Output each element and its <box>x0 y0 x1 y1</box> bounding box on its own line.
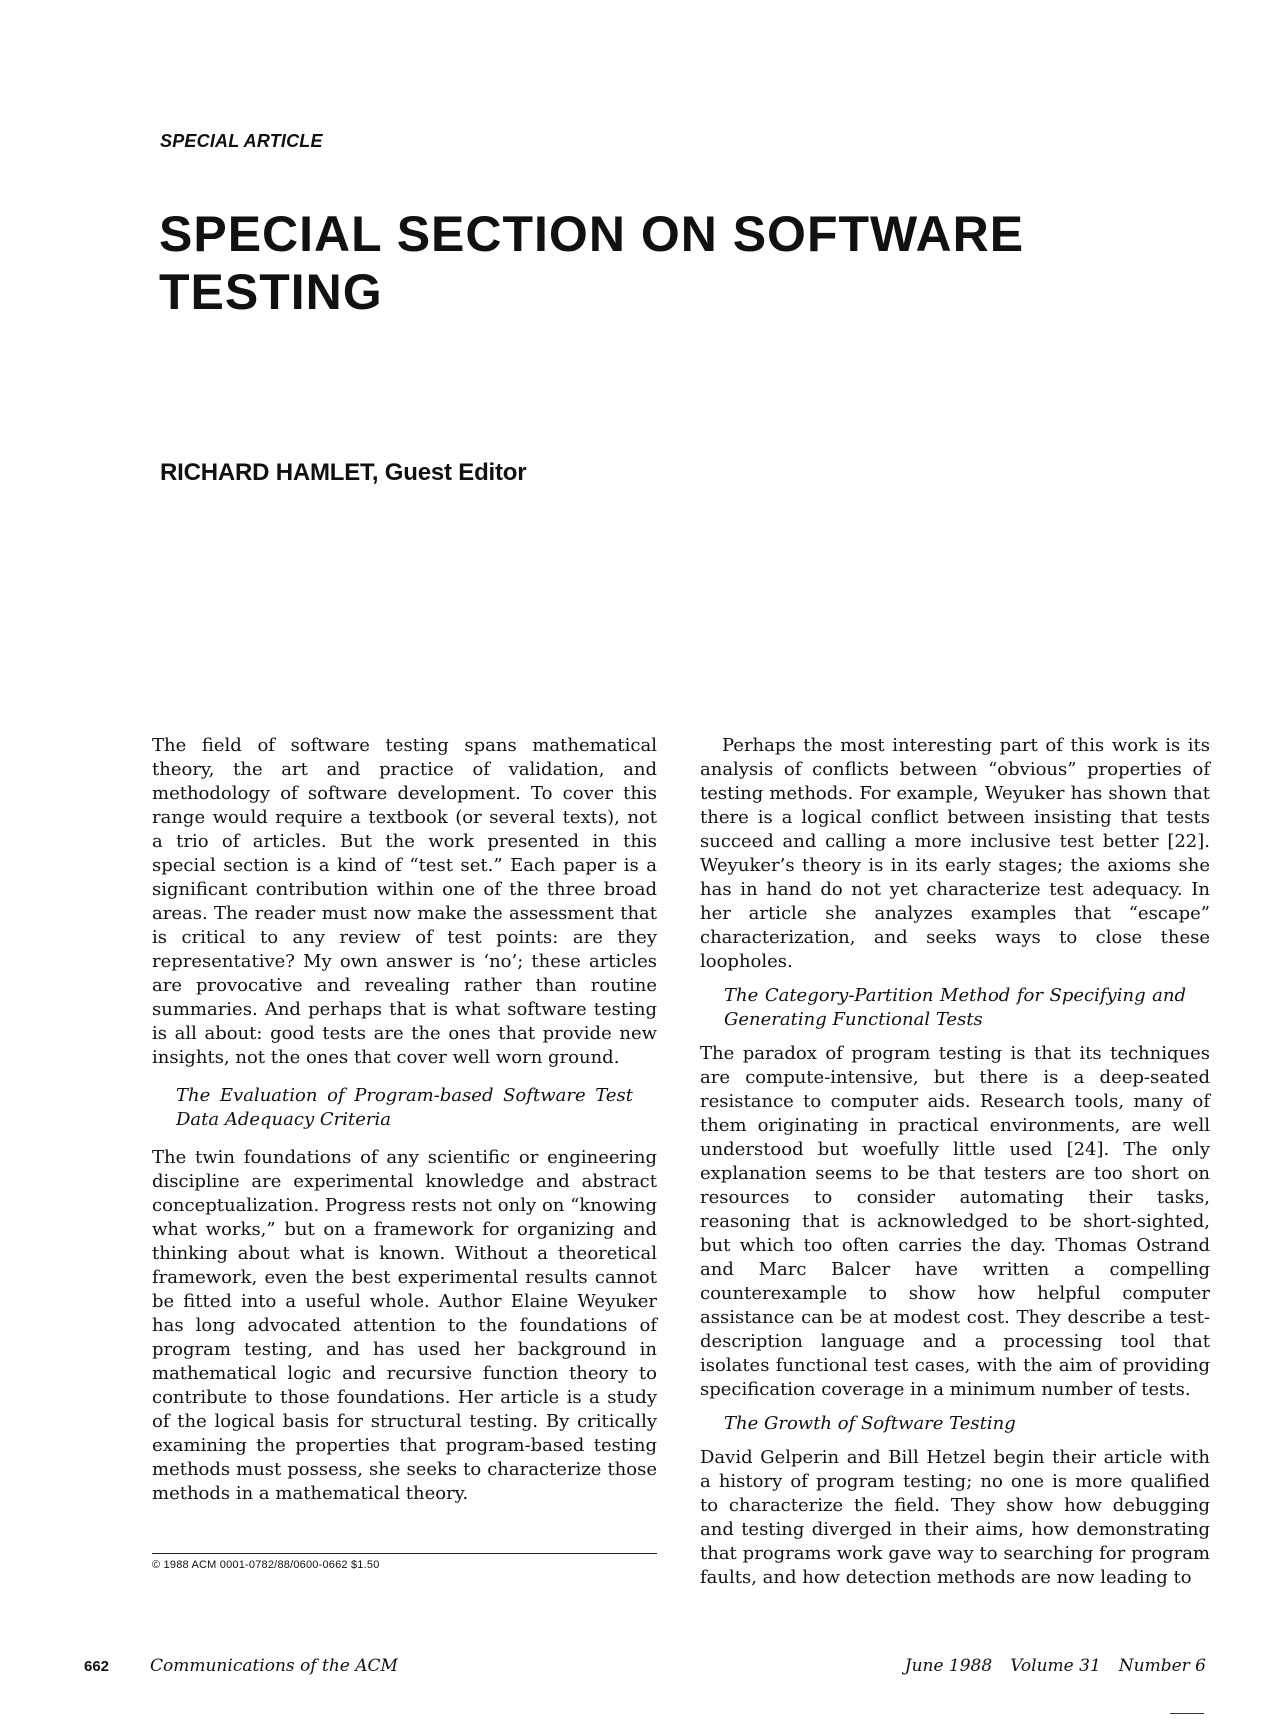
page-number: 662 <box>84 1658 110 1675</box>
corner-mark <box>1170 1713 1204 1714</box>
title-line-1: SPECIAL SECTION ON SOFTWARE <box>159 206 1025 262</box>
conflicts-paragraph: Perhaps the most interesting part of this work is its analysis of conflicts between “obvious” properties of testing methods. For example, Weyuker has shown that there is a logical conflict between insisting that tests succeed and calling a more inclusive test better [22]. Weyuker’s theory is in its early stages; the axioms she has in hand do not yet characterize test adequacy. In her article she analyzes examples that “escape” characterization, and seeks ways to close these loopholes. <box>700 735 1210 972</box>
growth-paragraph: David Gelperin and Bill Hetzel begin their article with a history of program testing; no one is more qualified to characterize the field. They show how debugging and testing diverged in their aims, how demonstrating that programs work gave way to searching for program faults, and how detection methods are now leading to <box>700 1447 1210 1588</box>
copyright-divider <box>152 1553 657 1554</box>
article-kicker: SPECIAL ARTICLE <box>160 131 323 151</box>
weyuker-paragraph: The twin foundations of any scientific or engineering discipline are experimental knowledge and abstract conceptualization. Progress rests not only on “knowing what works,” but on a framework for organizing and thinking about what is known. Without a theoretical framework, even the best experimental results cannot be fitted into a useful whole. Author Elaine Weyuker has long advocated attention to the foundations of program testing, and has used her background in mathematical logic and recursive function theory to contribute to those foundations. Her article is a study of the logical basis for structural testing. By critically examining the properties that program-based testing methods must possess, she seeks to characterize those methods in a mathematical theory. <box>152 1147 657 1504</box>
category-partition-paragraph: The paradox of program testing is that its techniques are compute-intensive, but there is a deep-seated resistance to computer aids. Research tools, many of them originating in practical environments, are well understood but woefully little used [24]. The only explanation seems to be that testers are too short on resources to consider automating their tasks, reasoning that is acknowledged to be short-sighted, but which too often carries the day. Thomas Ostrand and Marc Balcer have written a compelling counterexample to show how helpful computer assistance can be at modest cost. They describe a test-description language and a processing tool that isolates functional test cases, with the aim of providing specification coverage in a minimum number of tests. <box>700 1043 1210 1400</box>
issue-volume: Volume 31 <box>1010 1656 1101 1676</box>
left-column <box>152 734 657 1506</box>
issue-number: Number 6 <box>1118 1656 1206 1676</box>
right-column <box>700 734 1210 1590</box>
section-heading-growth: The Growth of Software Testing <box>724 1413 1016 1434</box>
copyright-notice: © 1988 ACM 0001-0782/88/0600-0662 $1.50 <box>152 1559 380 1571</box>
issue-date: June 1988 <box>904 1656 993 1676</box>
journal-name: Communications of the ACM <box>150 1656 398 1676</box>
section-heading-evaluation: The Evaluation of Program-based Software Test Data Adequacy Criteria <box>176 1085 633 1130</box>
article-title <box>159 205 1159 321</box>
intro-paragraph: The field of software testing spans mathematical theory, the art and practice of validation, and methodology of software development. To cover this range would require a textbook (or several texts), not a trio of articles. But the work presented in this special section is a kind of “test set.” Each paper is a significant contribution within one of the three broad areas. The reader must now make the assessment that is critical to any review of test points: are they representative? My own answer is ‘no’; these articles are provocative and revealing rather than routine summaries. And perhaps that is what software testing is all about: good tests are the ones that provide new insights, not the ones that cover well worn ground. <box>152 735 657 1068</box>
title-line-2: TESTING <box>159 264 383 320</box>
author-byline: RICHARD HAMLET, Guest Editor <box>160 459 527 486</box>
section-heading-category-partition: The Category-Partition Method for Specifying and Generating Functional Tests <box>724 985 1186 1030</box>
issue-info <box>887 1656 1206 1676</box>
